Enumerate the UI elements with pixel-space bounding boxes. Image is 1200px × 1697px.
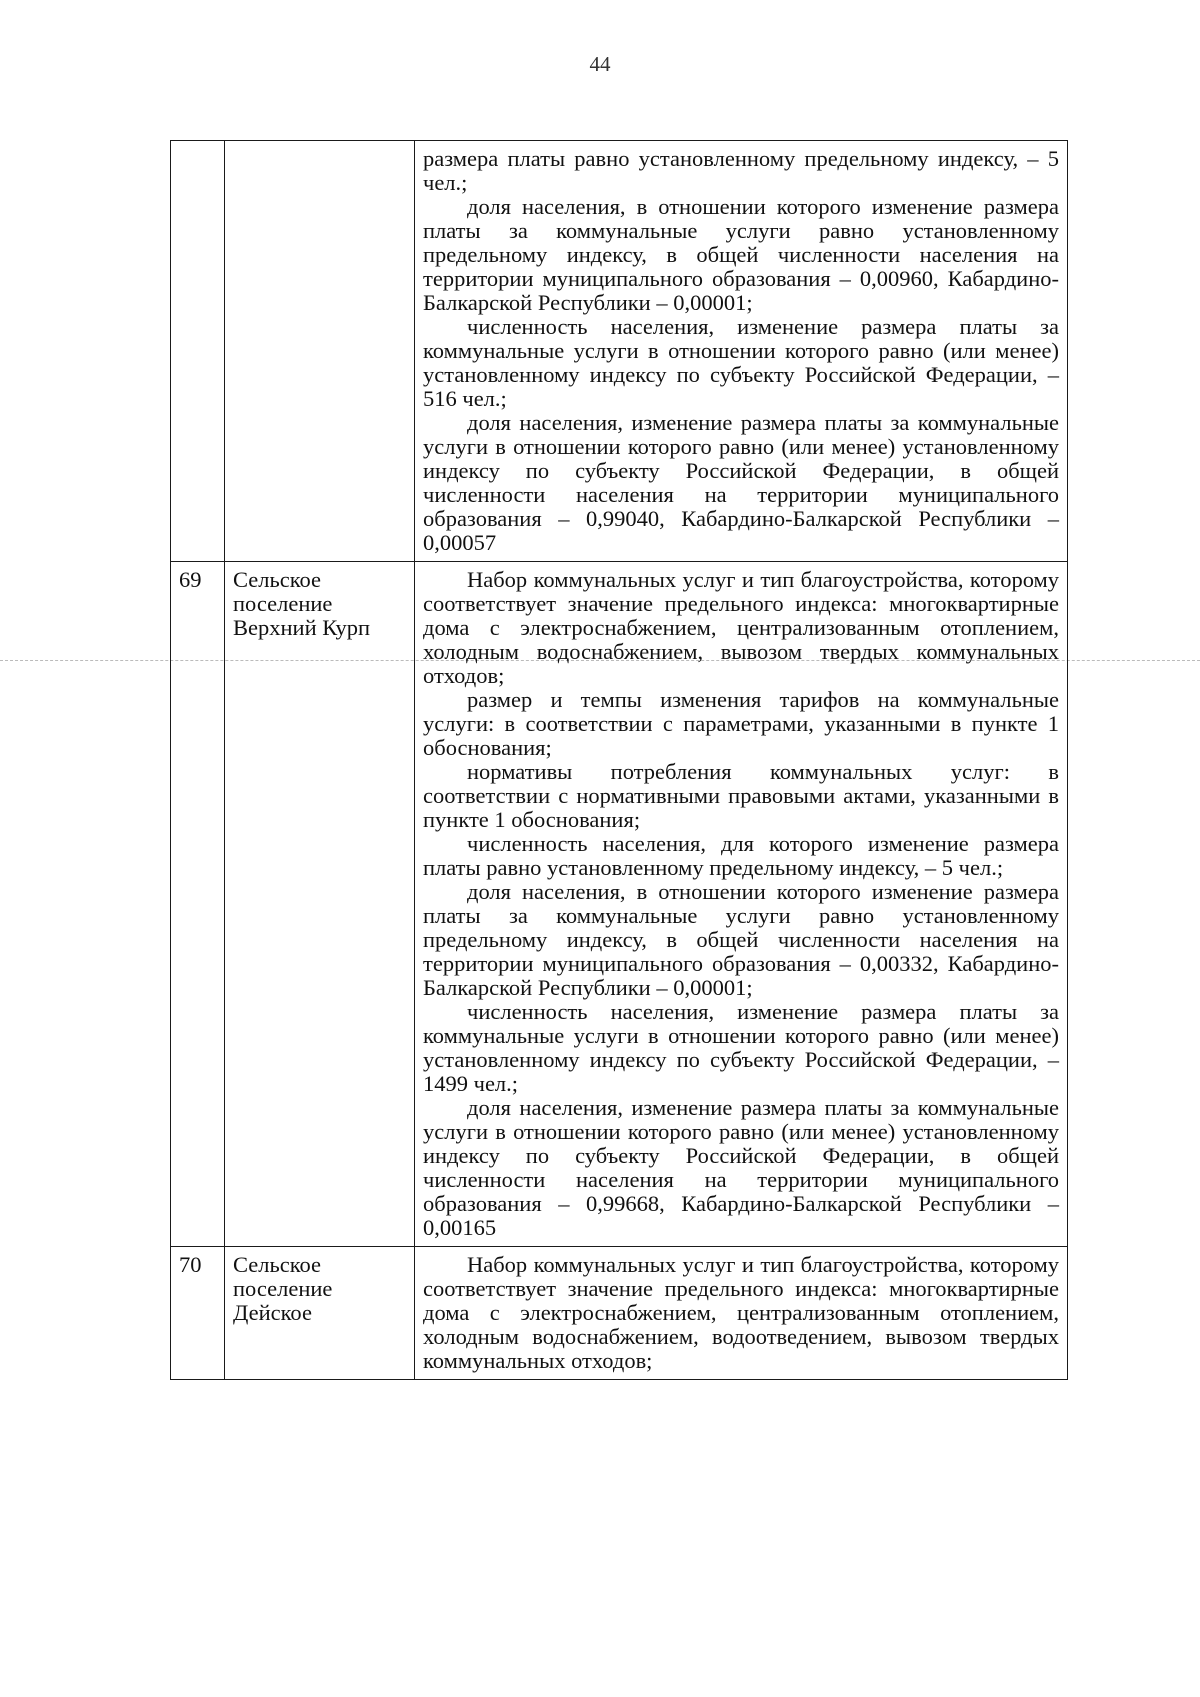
- description-paragraph: Набор коммунальных услуг и тип благоустройства, которому соответствует значение предельного индекса: многоквартирные дома с электроснабжением, централизованным отоплением, холодным водоснабжением, вывозом твердых коммунальных отходов;: [423, 567, 1059, 688]
- indicator-description: [415, 141, 1068, 562]
- table-row: [171, 1247, 1068, 1380]
- row-number: 69: [171, 562, 225, 1247]
- row-number: [171, 141, 225, 562]
- description-paragraph: доля населения, изменение размера платы за коммунальные услуги в отношении которого равно (или менее) установленному индексу по субъекту Российской Федерации, в общей численности населения на территории муниципального образования – 0,99668, Кабардино-Балкарской Республики – 0,00165: [423, 1095, 1059, 1240]
- indicator-description: [415, 562, 1068, 1247]
- table-row: [171, 562, 1068, 1247]
- description-paragraph: численность населения, для которого изменение размера платы равно установленному предельному индексу, – 5 чел.;: [423, 831, 1059, 880]
- table-row: [171, 141, 1068, 562]
- page-number: 44: [589, 52, 611, 76]
- description-paragraph: размера платы равно установленному предельному индексу, – 5 чел.;: [423, 146, 1059, 195]
- description-paragraph: Набор коммунальных услуг и тип благоустройства, которому соответствует значение предельного индекса: многоквартирные дома с электроснабжением, централизованным отоплением, холодным водоснабжением, водоотведением, вывозом твердых коммунальных отходов;: [423, 1252, 1059, 1373]
- description-paragraph: численность населения, изменение размера платы за коммунальные услуги в отношении которого равно (или менее) установленному индексу по субъекту Российской Федерации, – 516 чел.;: [423, 314, 1059, 411]
- description-paragraph: численность населения, изменение размера платы за коммунальные услуги в отношении которого равно (или менее) установленному индексу по субъекту Российской Федерации, – 1499 чел.;: [423, 999, 1059, 1096]
- description-paragraph: доля населения, изменение размера платы за коммунальные услуги в отношении которого равно (или менее) установленному индексу по субъекту Российской Федерации, в общей численности населения на территории муниципального образования – 0,99040, Кабардино-Балкарской Республики – 0,00057: [423, 410, 1059, 555]
- settlements-table: [170, 140, 1068, 1380]
- description-paragraph: доля населения, в отношении которого изменение размера платы за коммунальные услуги равно установленному предельному индексу, в общей численности населения на территории муниципального образования – 0,00332, Кабардино-Балкарской Республики – 0,00001;: [423, 879, 1059, 1000]
- description-paragraph: размер и темпы изменения тарифов на коммунальные услуги: в соответствии с параметрами, указанными в пункте 1 обоснования;: [423, 687, 1059, 760]
- row-number: 70: [171, 1247, 225, 1380]
- settlement-name: [225, 141, 415, 562]
- settlement-name: Сельское поселение Дейское: [225, 1247, 415, 1380]
- description-paragraph: доля населения, в отношении которого изменение размера платы за коммунальные услуги равно установленному предельному индексу, в общей численности населения на территории муниципального образования – 0,00960, Кабардино-Балкарской Республики – 0,00001;: [423, 194, 1059, 315]
- settlement-name: Сельское поселение Верхний Курп: [225, 562, 415, 1247]
- table-body: [171, 141, 1068, 1380]
- description-paragraph: нормативы потребления коммунальных услуг: в соответствии с нормативными правовыми актами, указанными в пункте 1 обоснования;: [423, 759, 1059, 832]
- indicator-description: [415, 1247, 1068, 1380]
